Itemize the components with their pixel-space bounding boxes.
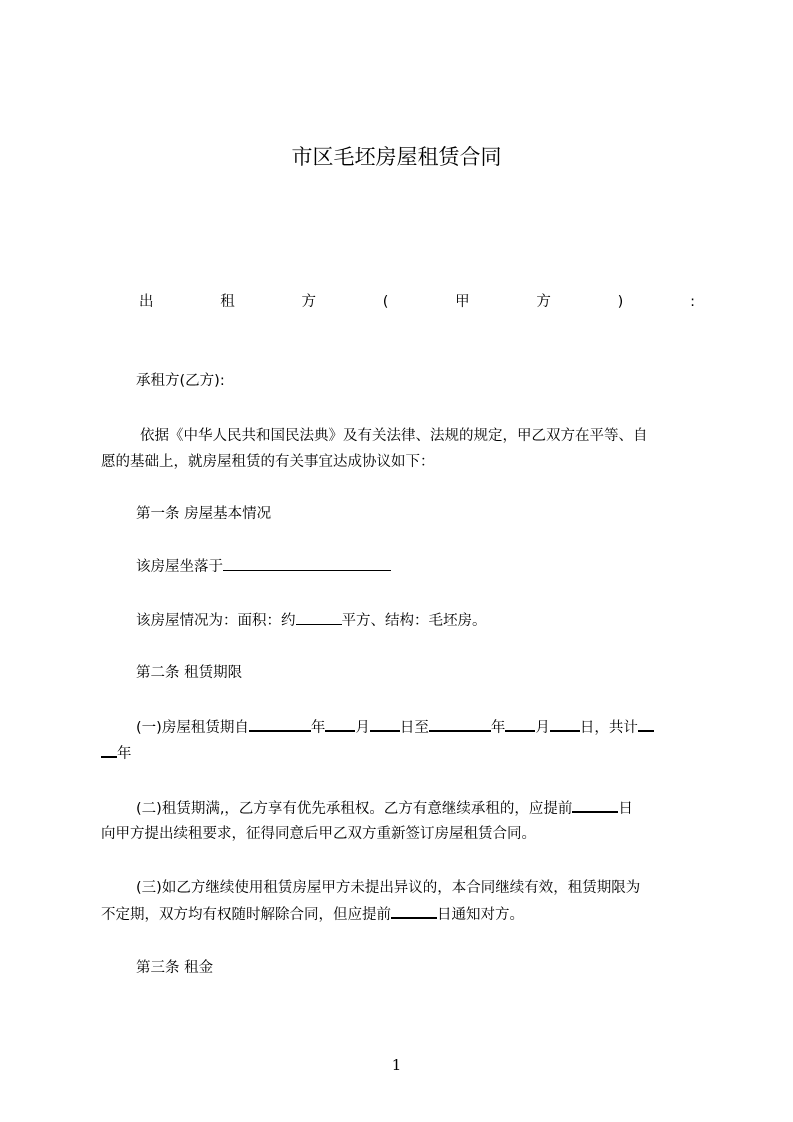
indefinite-prefix: 不定期，双方均有权随时解除合同，但应提前 xyxy=(101,907,391,923)
term-label: (一)房屋租赁期自 xyxy=(136,720,249,736)
renewal-line-2: 向甲方提出续租要求，征得同意后甲乙双方重新签订房屋租赁合同。 xyxy=(101,826,536,842)
contract-title: 市区毛坯房屋租赁合同 xyxy=(291,145,502,169)
renewal-text: (二)租赁期满,，乙方享有优先承租权。乙方有意继续承租的，应提前 xyxy=(136,801,573,817)
indefinite-text: (三)如乙方继续使用租赁房屋甲方未提出异议的，本合同继续有效，租赁期限为 xyxy=(136,880,641,896)
lessor-line xyxy=(139,291,695,313)
area-blank[interactable] xyxy=(296,610,342,625)
term-line-2 xyxy=(0,742,793,765)
day-total-label: 日，共计 xyxy=(579,720,638,736)
indefinite-line-2 xyxy=(0,903,793,926)
location-blank[interactable] xyxy=(223,556,391,571)
end-year-blank[interactable] xyxy=(429,716,491,732)
lessor-char: ) xyxy=(617,294,624,310)
lessor-char: : xyxy=(690,294,695,310)
total-years-blank[interactable] xyxy=(638,716,654,732)
start-month-blank[interactable] xyxy=(325,716,355,732)
day-to-label: 日至 xyxy=(399,720,429,736)
end-month-blank[interactable] xyxy=(505,716,535,732)
lessor-char: 租 xyxy=(220,294,235,310)
condition-line xyxy=(0,610,793,632)
year-label: 年 xyxy=(310,720,326,736)
start-year-blank[interactable] xyxy=(249,716,311,732)
start-day-blank[interactable] xyxy=(370,716,400,732)
lessor-char: 甲 xyxy=(455,294,470,310)
renewal-days-blank[interactable] xyxy=(572,797,618,813)
month-label: 月 xyxy=(355,720,370,736)
lessor-char: ( xyxy=(382,294,389,310)
condition-suffix: 平方、结构：毛坯房。 xyxy=(341,613,487,629)
year-label-2: 年 xyxy=(490,720,506,736)
indefinite-line-1 xyxy=(0,877,793,899)
renewal-line-1 xyxy=(0,797,793,820)
article-1-heading: 第一条 房屋基本情况 xyxy=(136,506,272,522)
location-label: 该房屋坐落于 xyxy=(136,559,223,575)
renewal-day-label: 日 xyxy=(618,801,633,817)
indefinite-suffix: 日通知对方。 xyxy=(437,907,524,923)
total-years-blank-continued[interactable] xyxy=(101,742,117,758)
page-number: 1 xyxy=(391,1056,402,1074)
location-line xyxy=(0,556,793,578)
lessee-line: 承租方(乙方): xyxy=(136,373,225,389)
lessor-char: 出 xyxy=(139,294,154,310)
end-day-blank[interactable] xyxy=(550,716,580,732)
years-label: 年 xyxy=(117,746,132,762)
preamble-line-1: 依据《中华人民共和国民法典》及有关法律、法规的规定，甲乙双方在平等、自 xyxy=(140,428,648,444)
condition-label: 该房屋情况为：面积：约 xyxy=(136,613,296,629)
article-2-heading: 第二条 租赁期限 xyxy=(136,665,243,681)
lessor-char: 方 xyxy=(301,294,316,310)
article-3-heading: 第三条 租金 xyxy=(136,960,214,976)
month-label-2: 月 xyxy=(535,720,550,736)
term-line-1 xyxy=(0,716,793,739)
lessor-char: 方 xyxy=(536,294,551,310)
notice-days-blank[interactable] xyxy=(391,903,437,919)
preamble-line-2: 愿的基础上，就房屋租赁的有关事宜达成协议如下： xyxy=(101,454,435,470)
